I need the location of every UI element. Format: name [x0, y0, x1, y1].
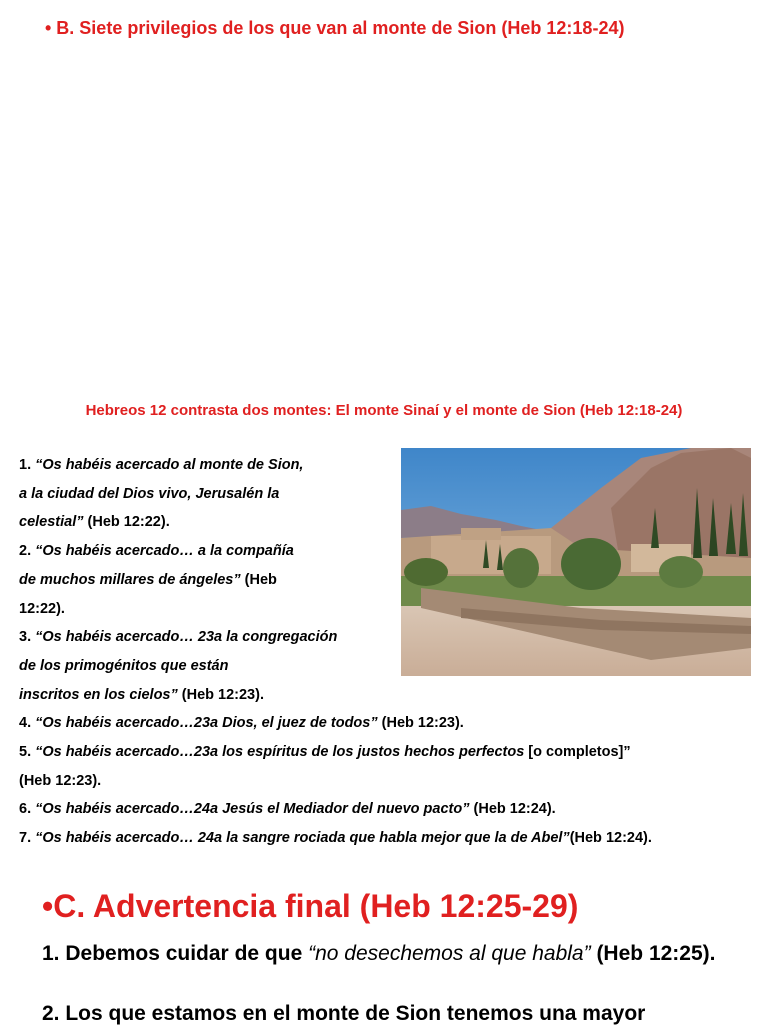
- privilege-line: [19, 652, 228, 681]
- privilege-line: [19, 595, 65, 624]
- privilege-line: [19, 451, 303, 480]
- privilege-quote: “Os habéis acercado… a la compañía: [35, 543, 294, 560]
- privilege-prefix: 3.: [19, 629, 36, 646]
- warning-point-prefix: 1. Debemos cuidar de que: [42, 942, 309, 965]
- privilege-quote: a la ciudad del Dios vivo, Jerusalén la: [19, 485, 280, 502]
- privilege-tail: (Heb 12:22).: [83, 514, 170, 531]
- privilege-prefix: 4.: [19, 715, 36, 732]
- section-b-heading: • B. Siete privilegios de los que van al monte de Sion (Heb 12:18-24): [45, 18, 625, 38]
- privilege-tail: (Heb 12:24).: [569, 830, 652, 847]
- warning-point: [42, 1000, 742, 1027]
- privilege-prefix: (Heb 12:23).: [19, 772, 102, 789]
- privilege-line: [19, 795, 556, 824]
- privilege-quote: “Os habéis acercado…23a los espíritus de los justos hechos perfectos: [35, 744, 525, 760]
- privilege-quote: de los primogénitos que están: [19, 657, 229, 674]
- privilege-prefix: 2.: [19, 543, 36, 560]
- privilege-quote: “Os habéis acercado al monte de Sion,: [35, 457, 304, 473]
- privilege-tail: [o completos]”: [524, 744, 631, 760]
- privilege-quote: “Os habéis acercado… 23a la congregación: [35, 629, 338, 646]
- privilege-tail: (Heb 12:23).: [177, 686, 264, 703]
- privilege-line: [19, 623, 337, 652]
- privilege-prefix: 7.: [19, 830, 36, 847]
- privilege-prefix: 6.: [19, 801, 36, 818]
- section-c-heading: •C. Advertencia final (Heb 12:25-29): [42, 888, 579, 924]
- privilege-line: [19, 480, 279, 509]
- privilege-prefix: 12:22).: [19, 600, 65, 617]
- privilege-quote: inscritos en los cielos”: [19, 686, 178, 703]
- privilege-line: [19, 738, 631, 767]
- privilege-line: [19, 566, 277, 595]
- contrast-subheading: Hebreos 12 contrasta dos montes: El monte Sinaí y el monte de Sion (Heb 12:18-24): [85, 402, 683, 419]
- privilege-line: [19, 508, 170, 537]
- privilege-tail: (Heb 12:23).: [377, 715, 464, 732]
- privilege-line: [19, 537, 294, 566]
- privilege-tail: (Heb: [240, 571, 277, 588]
- warning-point-prefix: 2. Los que estamos en el monte de Sion tenemos una mayor: [42, 1002, 646, 1025]
- privilege-prefix: 5.: [19, 744, 36, 760]
- privilege-tail: (Heb 12:24).: [469, 801, 556, 818]
- privilege-line: [19, 709, 464, 738]
- warning-point-tail: (Heb 12:25).: [590, 942, 716, 965]
- privilege-quote: “Os habéis acercado… 24a la sangre rociada que habla mejor que la de Abel”: [35, 830, 570, 847]
- privilege-quote: celestial”: [19, 514, 84, 531]
- warning-point-quote: “no desechemos al que habla”: [308, 942, 591, 965]
- privilege-prefix: 1.: [19, 457, 36, 473]
- warning-point: [42, 940, 722, 967]
- privilege-line: [19, 824, 652, 853]
- privilege-line: [19, 767, 101, 796]
- privilege-quote: de muchos millares de ángeles”: [19, 571, 241, 588]
- mount-sinai-monastery-photo: [401, 448, 751, 676]
- privilege-quote: “Os habéis acercado…23a Dios, el juez de todos”: [35, 715, 378, 732]
- privilege-line: [19, 681, 264, 710]
- privilege-quote: “Os habéis acercado…24a Jesús el Mediador del nuevo pacto”: [35, 801, 470, 818]
